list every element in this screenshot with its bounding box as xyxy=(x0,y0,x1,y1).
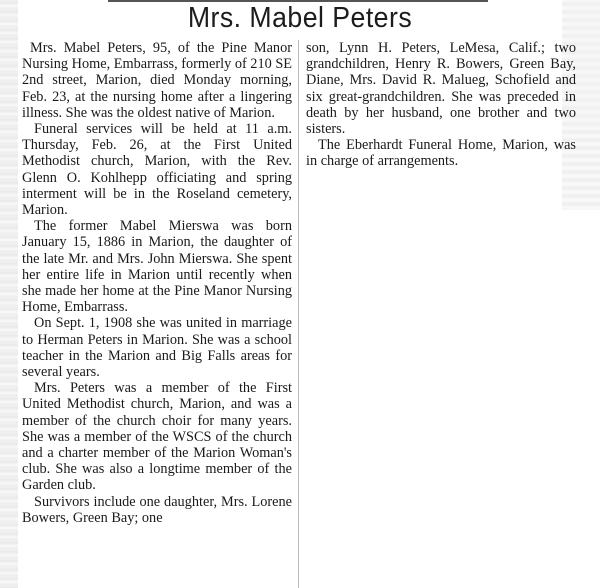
paragraph: The Eberhardt Funeral Home, Marion, was in charge of arrangements. xyxy=(306,137,576,170)
paragraph: Survivors include one daughter, Mrs. Lorene Bowers, Green Bay; one xyxy=(22,493,292,526)
paragraph: On Sept. 1, 1908 she was united in marriage to Herman Peters in Marion. She was a school teacher in the Marion and Big Falls areas for several years. xyxy=(22,315,292,381)
headline: Mrs. Mabel Peters xyxy=(187,2,413,34)
adjacent-column-bleed xyxy=(0,0,18,588)
paragraph: Mrs. Mabel Peters, 95, of the Pine Manor Nursing Home, Embarrass, formerly of 210 SE 2nd street, Marion, died Monday morning, Feb. 23, at the nursing home after a lingering illness. She was the oldest native of Marion. xyxy=(22,40,293,121)
right-column xyxy=(306,40,576,170)
left-column xyxy=(22,40,292,526)
paragraph: Mrs. Peters was a member of the First United Methodist church, Marion, and was a member of the church choir for many years. She was a member of the WSCS of the church and a charter member of the Marion Woman's club. She was also a longtime member of the Garden club. xyxy=(22,380,292,494)
column-divider xyxy=(298,40,299,588)
paragraph: The former Mabel Mierswa was born January 15, 1886 in Marion, the daughter of the late Mr. and Mrs. John Mierswa. She spent her entire life in Marion until recently when she made her home at the Pine Manor Nursing Home, Embarrass. xyxy=(22,218,292,316)
paragraph: Funeral services will be held at 11 a.m. Thursday, Feb. 26, at the First United Methodist church, Marion, with the Rev. Glenn O. Kohlhepp officiating and spring interment will be in the Roseland cemetery, Marion. xyxy=(22,121,292,219)
paragraph: son, Lynn H. Peters, LeMesa, Calif.; two grandchildren, Henry R. Bowers, Green Bay, Diane, Mrs. David R. Malueg, Schofield and six great-grandchildren. She was preceded in death by her husband, one brother and two sisters. xyxy=(306,40,576,138)
